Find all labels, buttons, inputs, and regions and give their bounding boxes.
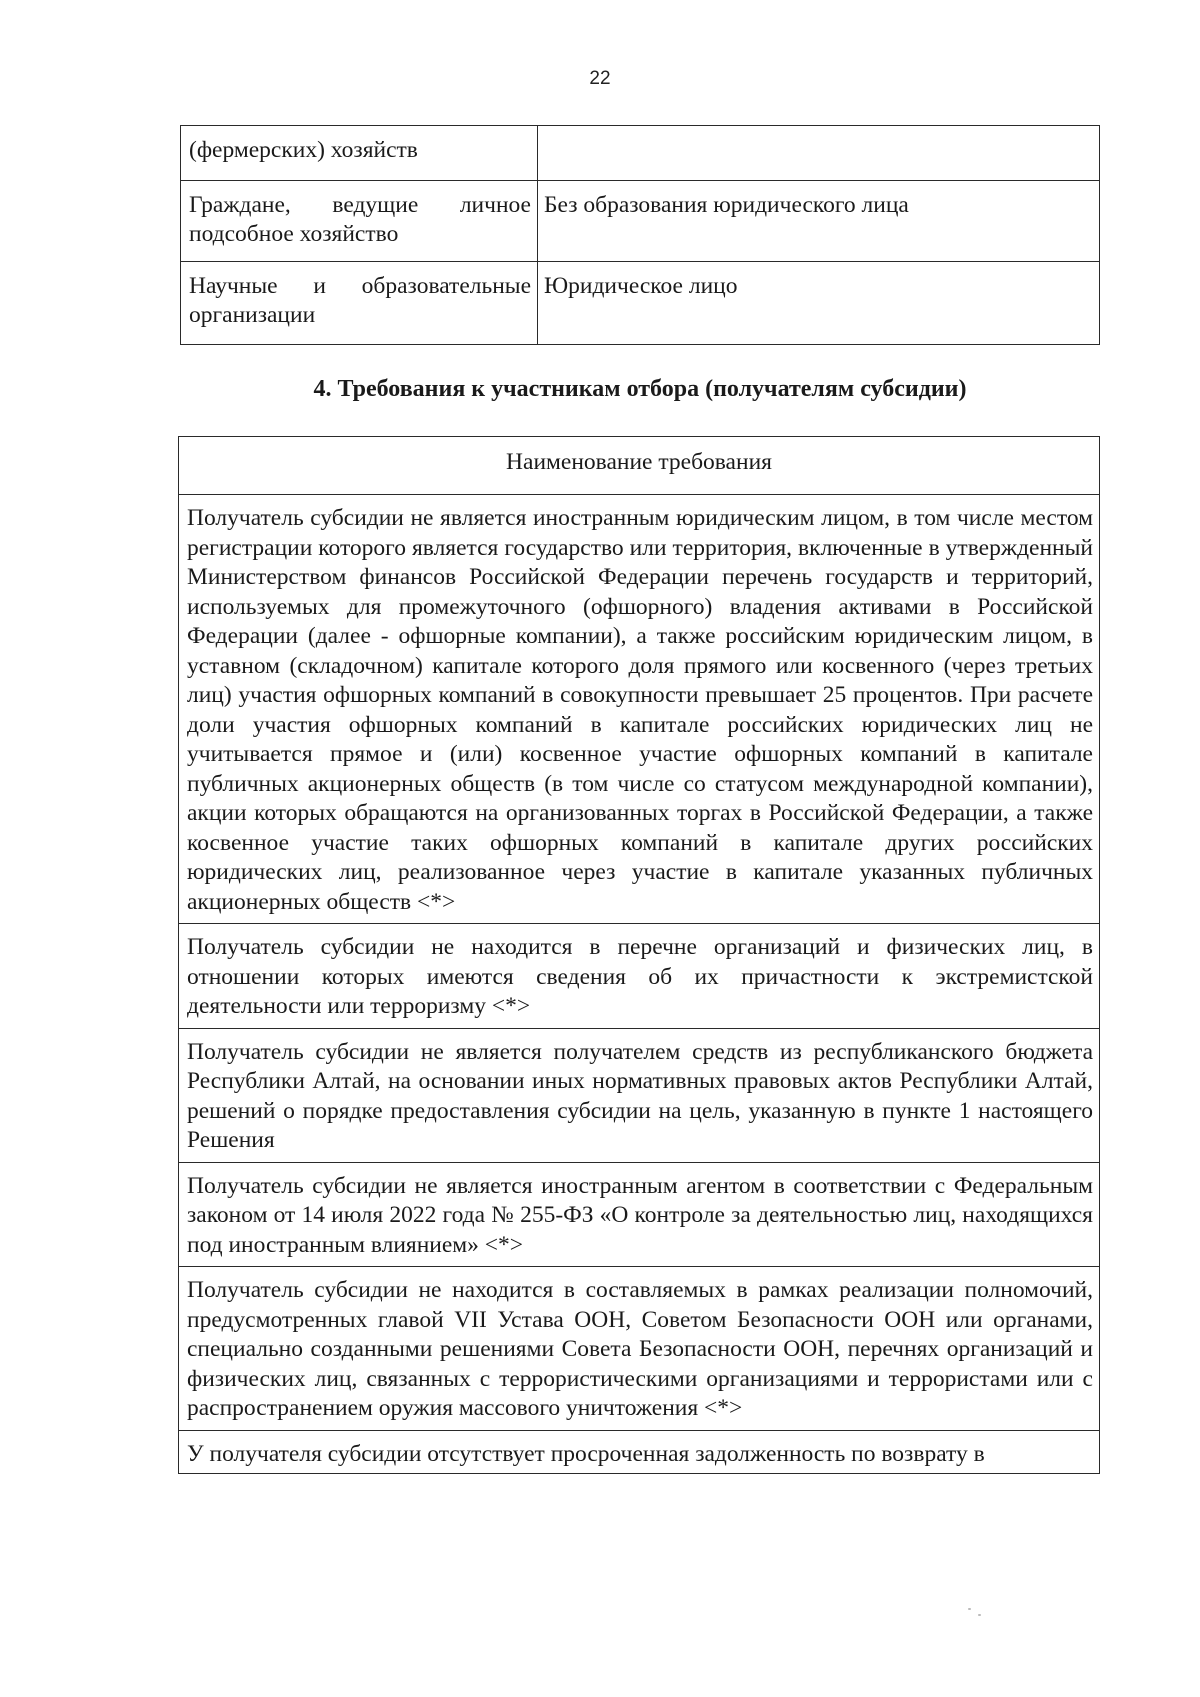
table-header-row: [179, 437, 1100, 495]
requirements-header: Наименование требования: [179, 437, 1100, 495]
requirements-table: [178, 436, 1100, 1474]
table-row: [181, 262, 1100, 345]
category-cell: Научные и образовательные организации: [181, 262, 538, 345]
category-cell: Граждане, ведущие личное подсобное хозяйство: [181, 181, 538, 262]
legal-form-cell: Без образования юридического лица: [538, 181, 1100, 262]
table-row: [181, 181, 1100, 262]
table-row: [181, 126, 1100, 181]
requirement-cell: Получатель субсидии не является иностранным агентом в соответствии с Федеральным законом от 14 июля 2022 года № 255-ФЗ «О контроле за деятельностью лиц, находящихся под иностранным влиянием» <*>: [179, 1162, 1100, 1267]
scan-artifact: [978, 1614, 981, 1616]
requirement-cell: Получатель субсидии не находится в составляемых в рамках реализации полномочий, предусмотренных главой VII Устава ООН, Советом Безопасности ООН или органами, специально созданными решениями Совета Безопасности ООН, перечнях организаций и физических лиц, связанных с террористическими организациями и террористами или с распространением оружия массового уничтожения <*>: [179, 1267, 1100, 1431]
organization-types-table: [180, 125, 1100, 345]
scan-artifact: [968, 1608, 971, 1610]
requirement-cell: У получателя субсидии отсутствует просроченная задолженность по возврату в: [179, 1430, 1100, 1474]
section-heading: 4. Требования к участникам отбора (получателям субсидии): [313, 376, 967, 402]
page-number: 22: [589, 68, 611, 89]
table-row: [179, 1162, 1100, 1267]
requirement-cell: Получатель субсидии не является получателем средств из республиканского бюджета Республики Алтай, на основании иных нормативных правовых актов Республики Алтай, решений о порядке предоставления субсидии на цель, указанную в пункте 1 настоящего Решения: [179, 1028, 1100, 1162]
table-row: [179, 1028, 1100, 1162]
legal-form-cell: Юридическое лицо: [538, 262, 1100, 345]
legal-form-cell: [538, 126, 1100, 181]
table-row: [179, 1430, 1100, 1474]
table-row: [179, 924, 1100, 1029]
table-row: [179, 495, 1100, 924]
requirement-cell: Получатель субсидии не является иностранным юридическим лицом, в том числе местом регистрации которого является государство или территория, включенные в утвержденный Министерством финансов Российской Федерации перечень государств и территорий, используемых для промежуточного (офшорного) владения активами в Российской Федерации (далее - офшорные компании), а также российским юридическим лицом, в уставном (складочном) капитале которого доля прямого или косвенного (через третьих лиц) участия офшорных компаний в совокупности превышает 25 процентов. При расчете доли участия офшорных компаний в капитале российских юридических лиц не учитывается прямое и (или) косвенное участие офшорных компаний в капитале публичных акционерных обществ (в том числе со статусом международной компании), акции которых обращаются на организованных торгах в Российской Федерации, а также косвенное участие таких офшорных компаний в капитале других российских юридических лиц, реализованное через участие в капитале указанных публичных акционерных обществ <*>: [179, 495, 1100, 924]
category-cell: (фермерских) хозяйств: [181, 126, 538, 181]
requirement-cell: Получатель субсидии не находится в перечне организаций и физических лиц, в отношении которых имеются сведения об их причастности к экстремистской деятельности или терроризму <*>: [179, 924, 1100, 1029]
table-row: [179, 1267, 1100, 1431]
